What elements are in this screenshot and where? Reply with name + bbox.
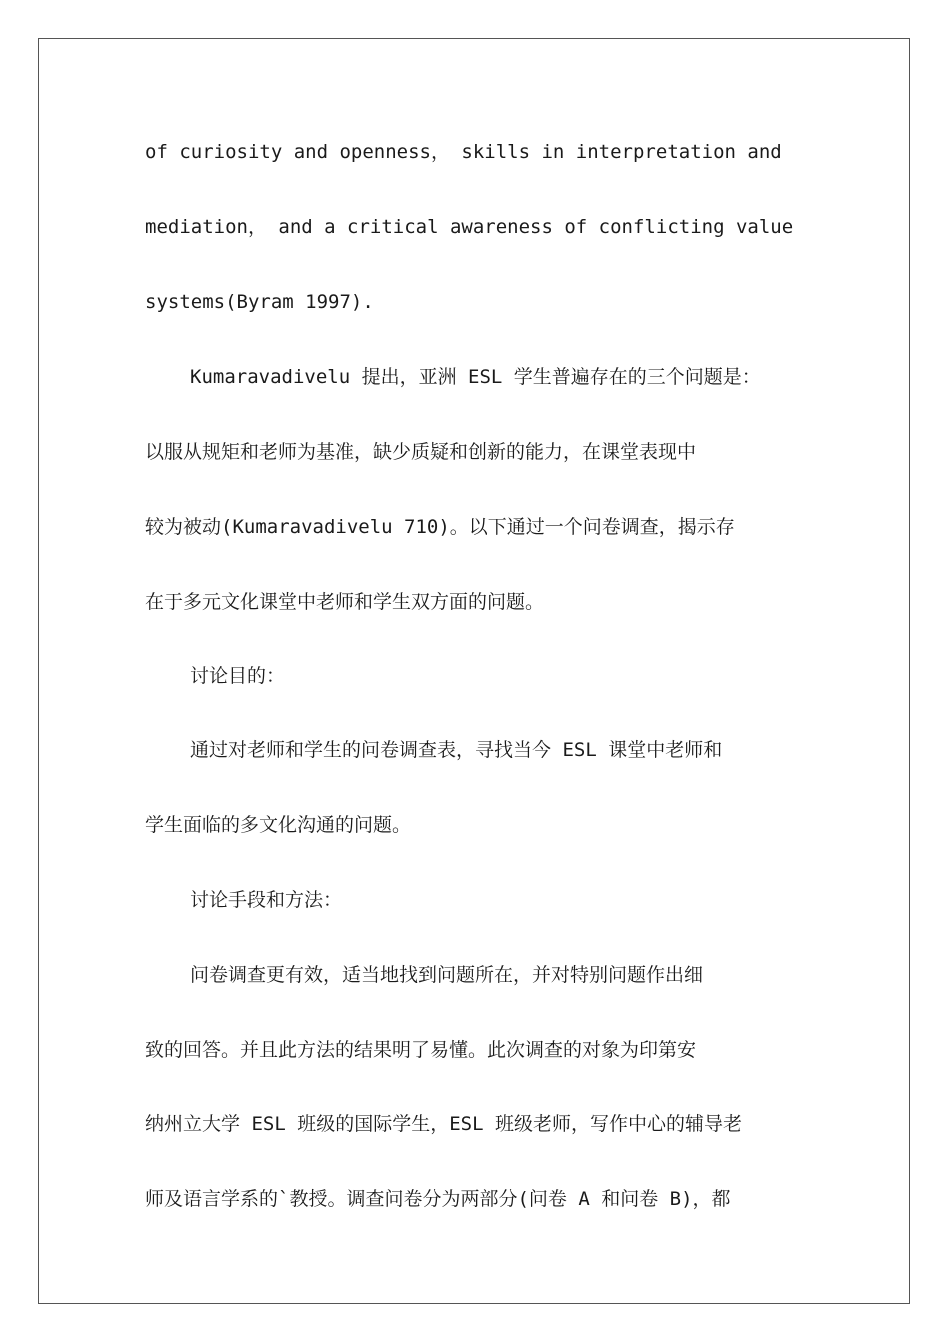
paragraph-start: 问卷调查更有效，适当地找到问题所在，并对特别问题作出细 [190,964,704,986]
text-line: 纳州立大学 ESL 班级的国际学生，ESL 班级老师，写作中心的辅导老 [145,1113,742,1135]
text-line: 在于多元文化课堂中老师和学生双方面的问题。 [145,591,545,613]
section-heading: 讨论目的： [190,665,286,687]
text-line: 较为被动(Kumaravadivelu 710)。以下通过一个问卷调查，揭示存 [145,516,735,538]
text-line: of curiosity and openness， skills in interpretation and [145,141,782,163]
text-line: 学生面临的多文化沟通的问题。 [145,814,412,836]
text-line: mediation， and a critical awareness of conflicting value [145,216,794,238]
text-line: systems(Byram 1997). [145,291,374,313]
text-line: 师及语言学系的`教授。调查问卷分为两部分(问卷 A 和问卷 B)，都 [145,1188,731,1210]
paragraph-start: Kumaravadivelu 提出，亚洲 ESL 学生普遍存在的三个问题是： [190,366,761,388]
text-line: 以服从规矩和老师为基准，缺少质疑和创新的能力，在课堂表现中 [145,441,697,463]
section-heading: 讨论手段和方法： [190,889,343,911]
text-line: 致的回答。并且此方法的结果明了易懂。此次调查的对象为印第安 [145,1039,697,1061]
paragraph-start: 通过对老师和学生的问卷调查表，寻找当今 ESL 课堂中老师和 [190,739,723,761]
